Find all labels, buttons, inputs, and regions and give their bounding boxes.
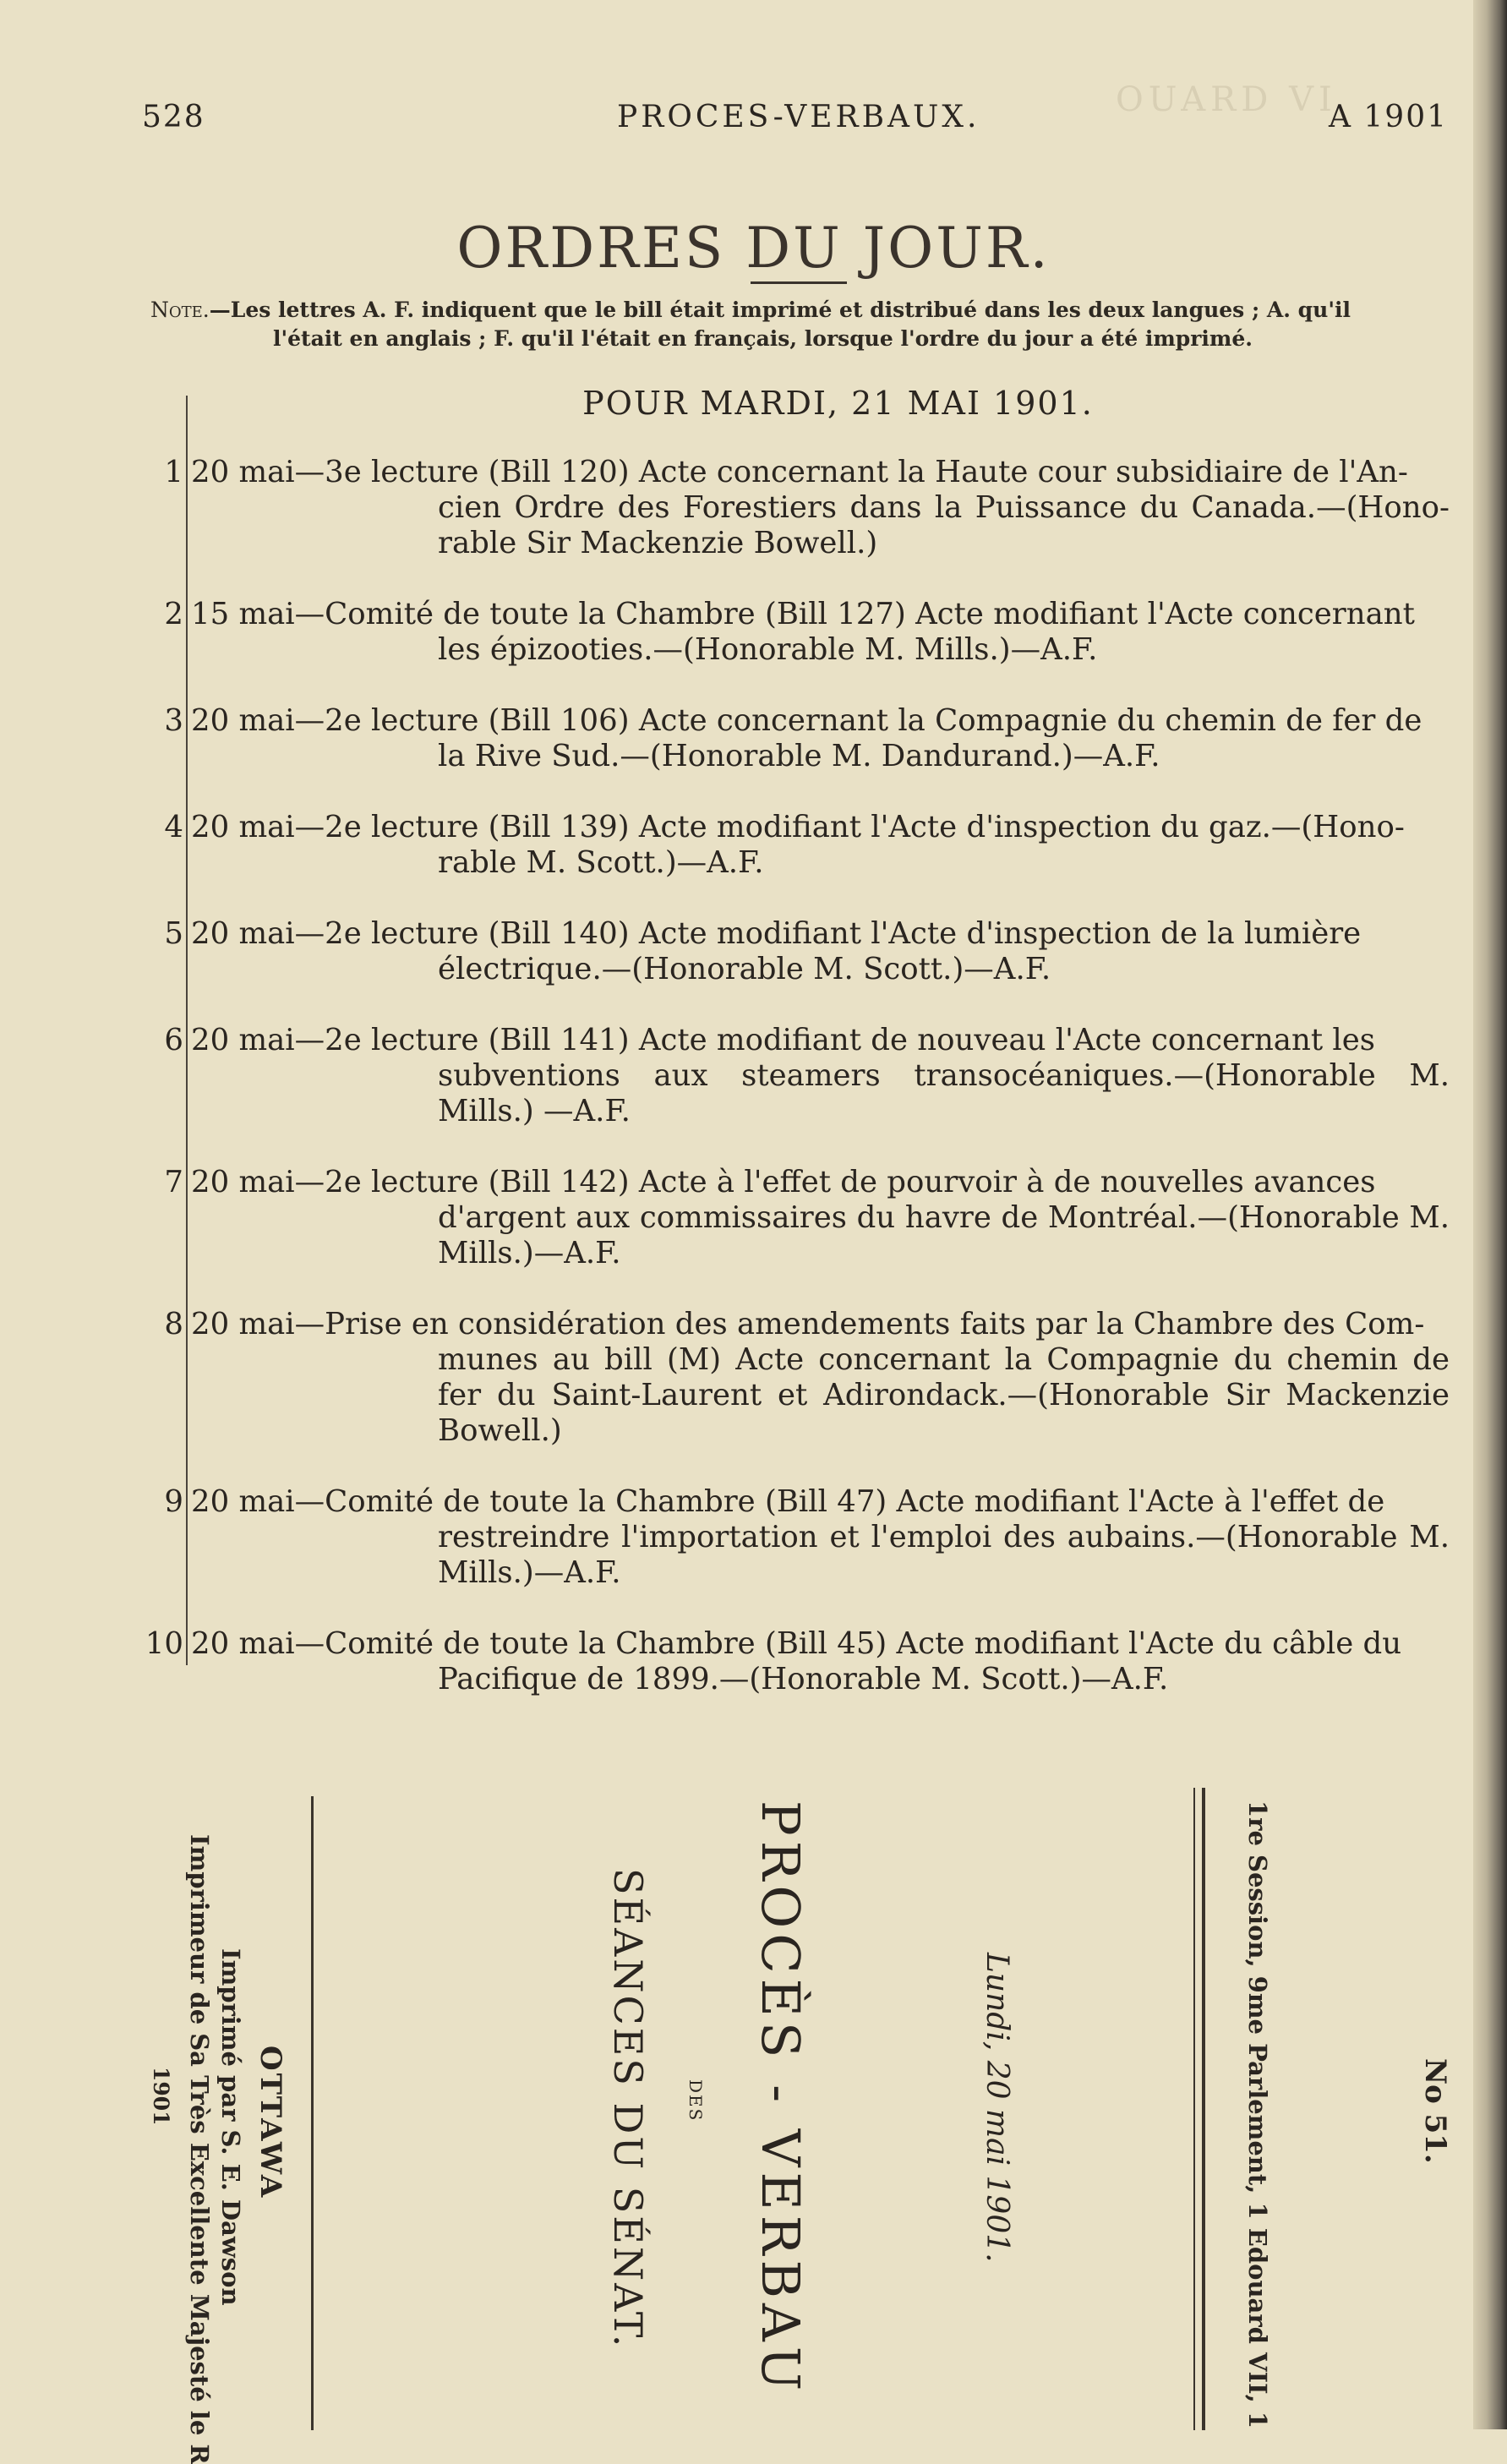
order-continuation: cien Ordre des Forestiers dans la Puissance du Canada.—(Hono- rable Sir Mackenzie Bowell.): [438, 490, 1450, 560]
running-header: [142, 100, 1448, 150]
order-first-line: 20 mai—Comité de toute la Chambre (Bill 47) Acte modifiant l'Acte à l'effet de: [191, 1484, 1385, 1519]
order-first-line: 20 mai—2e lecture (Bill 106) Acte concernant la Compagnie du chemin de fer de: [191, 703, 1422, 738]
order-continuation: subventions aux steamers transocéaniques.—(Honorable M. Mills.) —A.F.: [438, 1058, 1450, 1128]
cover-title-des: DES: [685, 2079, 706, 2123]
order-item: [135, 1165, 1450, 1271]
cover-city: OTTAWA: [254, 2046, 287, 2200]
order-number: 6: [164, 1023, 183, 1057]
order-continuation: d'argent aux commissaires du havre de Montréal.—(Honorable M. Mills.)—A.F.: [438, 1200, 1450, 1270]
date-heading: POUR MARDI, 21 MAI 1901.: [582, 385, 1094, 422]
order-continuation: électrique.—(Honorable M. Scott.)—A.F.: [438, 952, 1051, 986]
note-line-1: —Les lettres A. F. indiquent que le bill était imprimé et distribué dans les deux langues ; A. qu'il: [209, 298, 1351, 322]
order-first-line: 20 mai—Comité de toute la Chambre (Bill 45) Acte modifiant l'Acte du câble du: [191, 1626, 1402, 1661]
order-continuation: les épizooties.—(Honorable M. Mills.)—A.F.: [438, 632, 1098, 667]
note-paragraph: [150, 296, 1448, 353]
order-item: [135, 1626, 1450, 1697]
order-item: [135, 1307, 1450, 1449]
order-first-line: 20 mai—2e lecture (Bill 139) Acte modifiant l'Acte d'inspection du gaz.—(Hono-: [191, 810, 1405, 844]
cover-rule-right-1: [1193, 1788, 1195, 2430]
running-title: PROCES-VERBAUX.: [617, 100, 980, 134]
order-item: [135, 703, 1450, 774]
order-number: 8: [164, 1307, 183, 1341]
order-item: [135, 1023, 1450, 1129]
cover-title-main: PROCÈS - VERBAU: [750, 1800, 811, 2396]
cover-date: Lundi, 20 mai 1901.: [980, 1953, 1014, 2263]
order-item: [135, 455, 1450, 561]
order-number: 10: [145, 1626, 183, 1661]
bleed-through-text: OUARD VI: [1116, 80, 1337, 119]
note-lead: Note.: [150, 298, 210, 322]
page-title: ORDRES DU JOUR.: [456, 216, 1051, 281]
order-number: 2: [164, 597, 183, 631]
cover-rule-right-2: [1202, 1788, 1205, 2430]
order-continuation: rable M. Scott.)—A.F.: [438, 845, 764, 880]
order-continuation: la Rive Sud.—(Honorable M. Dandurand.)—A.F.: [438, 739, 1160, 773]
order-item: [135, 597, 1450, 668]
note-line-2: l'était en anglais ; F. qu'il l'était en français, lorsque l'ordre du jour a été imprimé.: [273, 326, 1253, 351]
order-continuation: munes au bill (M) Acte concernant la Compagnie du chemin de fer du Saint-Laurent et Adirondack.—(Honorable Sir Mackenzie Bowell.): [438, 1342, 1450, 1448]
order-continuation: Pacifique de 1899.—(Honorable M. Scott.)—A.F.: [438, 1662, 1169, 1696]
cover-title-sub: SÉANCES DU SÉNAT.: [605, 1868, 651, 2350]
order-first-line: 20 mai—3e lecture (Bill 120) Acte concernant la Haute cour subsidiaire de l'An-: [191, 455, 1408, 489]
cover-printer-year: 1901: [149, 2067, 173, 2126]
header-year: A 1901: [1328, 100, 1448, 134]
order-first-line: 20 mai—Prise en considération des amendements faits par la Chambre des Com-: [191, 1307, 1425, 1341]
cover-section: [0, 1775, 1507, 2464]
order-number: 1: [164, 455, 183, 489]
order-number: 3: [164, 703, 183, 738]
order-number: 7: [164, 1165, 183, 1199]
order-first-line: 15 mai—Comité de toute la Chambre (Bill 127) Acte modifiant l'Acte concernant: [191, 597, 1415, 631]
order-first-line: 20 mai—2e lecture (Bill 141) Acte modifiant de nouveau l'Acte concernant les: [191, 1023, 1375, 1057]
cover-printer-title: Imprimeur de Sa Très Excellente Majesté le R: [185, 1834, 214, 2464]
cover-number: No 51.: [1418, 2058, 1452, 2164]
order-number: 4: [164, 810, 183, 844]
order-item: [135, 1484, 1450, 1591]
cover-printer-line: Imprimé par S. E. Dawson: [216, 1948, 245, 2306]
orders-list: [135, 455, 1450, 1733]
page-number: 528: [142, 100, 205, 134]
order-number: 5: [164, 916, 183, 951]
order-first-line: 20 mai—2e lecture (Bill 142) Acte à l'effet de pourvoir à de nouvelles avances: [191, 1165, 1376, 1199]
order-number: 9: [164, 1484, 183, 1519]
order-item: [135, 810, 1450, 881]
cover-rule-left: [311, 1796, 314, 2430]
order-continuation: restreindre l'importation et l'emploi des aubains.—(Honorable M. Mills.)—A.F.: [438, 1520, 1450, 1590]
title-rule: [751, 281, 847, 284]
cover-session: 1re Session, 9me Parlement, 1 Edouard VII, 1: [1243, 1800, 1272, 2428]
order-item: [135, 916, 1450, 987]
order-first-line: 20 mai—2e lecture (Bill 140) Acte modifiant l'Acte d'inspection de la lumière: [191, 916, 1362, 951]
